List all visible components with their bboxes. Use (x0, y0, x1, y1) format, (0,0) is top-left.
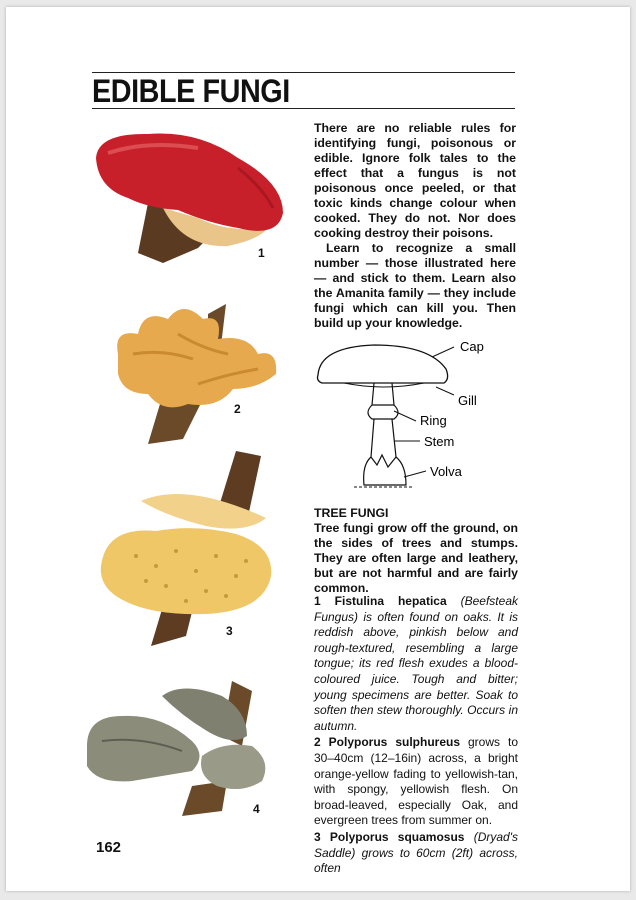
tree-fungi-section (314, 506, 518, 596)
intro-text (314, 121, 516, 331)
page-number: 162 (96, 839, 122, 856)
species-number: 3 (314, 829, 321, 844)
page-title: EDIBLE FUNGI (92, 73, 290, 109)
section-text: Tree fungi grow off the ground, on the sides of trees and stumps. They are often large and leathery, but are not harmful and are fairly common. (314, 521, 518, 595)
section-heading: TREE FUNGI (314, 506, 389, 520)
species-description: grows to 30–40cm (12–16in) across, a bright orange-yellow fading to yellowish-tan, with spongy, yellowish flesh. On broad-leaved, especially Oak, and evergreen trees from summer on. (314, 735, 518, 828)
diagram-label-ring: Ring (420, 413, 447, 428)
title-rule-bottom (92, 108, 515, 109)
illustration-polyporus-sulphureus (108, 294, 283, 449)
diagram-label-gill: Gill (458, 393, 477, 408)
species-entry (314, 594, 518, 734)
intro-paragraph: There are no reliable rules for identifying fungi, poisonous or edible. Ignore folk tales to the effect that a fungus is not poisonous once peeled, or that toxic kinds change colour when cooked. They do not. Nor does cooking destroy their poisons. (314, 121, 516, 240)
species-name: Polyporus squamosus (329, 829, 465, 844)
species-name: Polyporus sulphureus (328, 735, 461, 750)
mushroom-anatomy-diagram (314, 335, 514, 495)
plate-number: 3 (226, 624, 233, 638)
species-name: Fistulina hepatica (334, 594, 447, 608)
illustration-polyporus-squamosus (96, 446, 276, 646)
species-number: 1 (314, 594, 321, 608)
species-entry (314, 735, 518, 829)
diagram-label-stem: Stem (424, 434, 455, 449)
species-description: (Beefsteak Fungus) is often found on oaks. It is reddish above, pinkish below and rough-textured, resembling a large tongue; its red flesh exudes a blood-coloured juice. Tough and bitter; young specimens are better. Soak to soften then stew thoroughly. Occurs in autumn. (314, 594, 518, 733)
intro-paragraph: Learn to recognize a small number — those illustrated here — and stick to them. Learn also the Amanita family — they include fungi which can kill you. Then build up your knowledge. (314, 241, 516, 330)
plate-number: 1 (258, 246, 265, 260)
species-number: 2 (314, 735, 321, 750)
illustration-oyster-fungus (82, 676, 272, 816)
plate-number: 2 (234, 402, 241, 416)
plate-number: 4 (253, 802, 260, 816)
species-entry (314, 830, 518, 877)
species-description: (Dryad's Saddle) grows to 60cm (2ft) across, often (314, 829, 518, 876)
species-descriptions (314, 594, 518, 878)
diagram-label-cap: Cap (460, 339, 484, 354)
diagram-label-volva: Volva (430, 464, 462, 479)
